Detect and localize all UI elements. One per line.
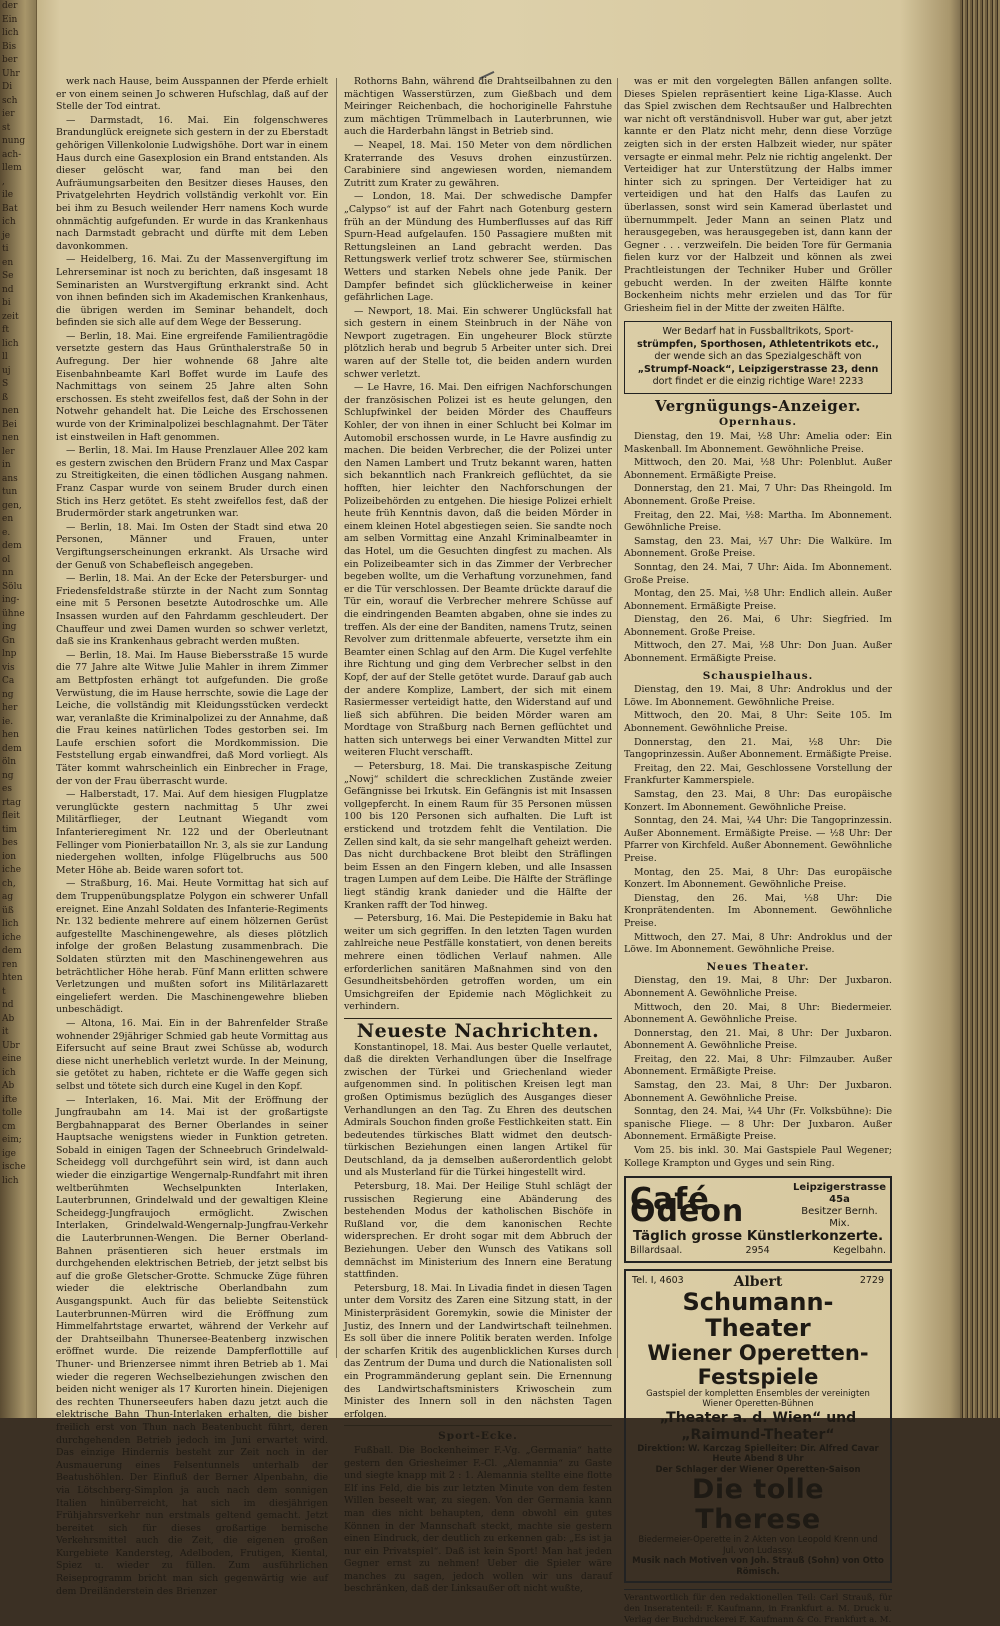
strip-fragment: Uhr [2,68,20,79]
strip-fragment: der [2,1,18,11]
strip-fragment: lich [2,919,19,929]
strip-fragment: ion [2,851,17,862]
telegram-item: Petersburg, 18. Mai. Der Heilige Stuhl schlägt der russischen Regierung eine Abänderung des bestehenden Modus der katholischen Bischöfe in Rußland vor, die dem kanonischen Rechte widersprechen. Er droht sogar mit dem Abbruch der Beziehungen. Ueber den Wunsch des Vatikans soll demnächst im Ministerium des Innern eine Beratung stattfinden. [344,1181,612,1281]
program-entry: Montag, den 25. Mai, ½8 Uhr: Endlich allein. Außer Abonnement. Ermäßigte Preise. [624,588,892,612]
theater-schlager: Der Schlager der Wiener Operetten-Saison [655,1464,861,1475]
strip-fragment: sch [2,95,18,106]
strip-fragment: ti [2,244,9,254]
strip-fragment: ag [2,892,14,902]
theater-ad-number: 2729 [859,1275,884,1287]
strip-fragment: eim; [2,1135,22,1145]
news-item: — Le Havre, 16. Mai. Den eifrigen Nachforschungen der französischen Polizei ist es heute gelungen, den Schlupfwinkel der beiden Mörder des Chauffeurs Kohler, der von ihnen in einer Schlucht bei Kolmar im Automobil erschossen wurde, in Le Havre ausfindig zu machen. Die beiden Verbrecher, die der Polizei unter den Namen Lambert und Trutz bekannt waren, hatten sich bekanntlich nach Frankreich geflüchtet, da sie hofften, hier leichter den Nachforschungen der Polizeibehörden zu entgehen. Die hiesige Polizei erhielt heute früh Kenntnis davon, daß die beiden Mörder in einem kleinen Hotel abgestiegen seien. Sie sandte noch am selben Vormittag eine Anzahl Kriminalbeamter in das Hotel, um die Gesuchten dingfest zu machen. Als ein Polizeibeamter sich in das Zimmer der Verbrecher begeben wollte, um die Verhaftung vorzunehmen, fand er die Tür verschlossen. Der Beamte drückte darauf die Tür ein, worauf die Verbrecher mehrere Schüsse auf die eindringenden Beamten abgaben, ohne sie indes zu treffen. Als der eine der Banditen, namens Trutz, seinen Revolver zum drittenmale abfeuerte, versetzte ihm ein Beamter einen Schlag auf den Arm. Die Kugel verfehlte ihre Richtung und ging dem Verbrecher selbst in den Kopf, der auf der Stelle getötet wurde. Darauf gab auch der andere Komplize, Lambert, der sich mit einem Rasiermesser verteidigt hatte, den Widerstand auf und ließ sich abführen. Die beiden Mörder waren am Mordtage von Straßburg nach Bernen geflüchtet und hatten sich unterwegs bei einer Verwandten Mittel zur weiteren Flucht verschafft. [344,382,612,759]
strip-fragment: ber [2,55,18,65]
strip-fragment: st [2,122,11,133]
divider [344,1425,612,1426]
strip-fragment: ng [2,770,14,781]
strip-fragment: ß [2,392,9,403]
strip-fragment: nn [2,568,14,578]
news-item: Rothorns Bahn, während die Drahtseilbahnen zu den mächtigen Wasserstürzen, zum Gießbach und dem Meiringer Reichenbach, die hochoriginelle Fahrstuhe zum mächtigen Trümmelbach in Lauterbrunnen, wie auch die Harderbahn längst in Betrieb sind. [344,76,612,138]
strip-fragment: ft [2,325,9,335]
sport-article-continued: was er mit den vorgelegten Bällen anfangen sollte. Dieses Spielen repräsentiert keine Liga-Klasse. Auch das Spiel zwischen dem Rechtsaußer und Halbrechten war nicht oft verständnisvoll. Huber war gut, aber jetzt kannte er den Platz nicht mehr, denn diese Vorzüge zeigten sich in der ersten Halbzeit wieder, nur später versagte er einmal mehr. Pelz nie richtig angelenkt. Der Verteidiger hat zur Unterstützung der Halbs immer hinter sich zu springen. Der Verteidiger hat zu verteidigen und hat den Halfs das Laufen zu überlassen, sonst wird sein Kamerad überlastet und übernummpelt. Jeder Mann an seinen Platz und herausgegeben, was herausgegeben ist, dann kann der Gegner . . . verzweifeln. Die beiden Tore für Germania fielen kurz vor der Halbzeit und können als zwei Prachtleistungen der Techniker Huber und Gröller gebucht werden. In der zweiten Hälfte konnte Bockenheim nichts mehr erzielen und das Tor für Griesheim fiel in der Mitte der zweiten Hälfte. [624,76,892,314]
ad-line: dort findet er die einzig richtige Ware! 2233 [652,376,864,388]
strip-fragment: Di [2,82,13,92]
strip-fragment: Ab [2,1081,15,1091]
strip-fragment: S [2,379,9,389]
theater-direktion: Direktion: W. Karczag Spielleiter: Dir. Alfred Cavar [637,1443,879,1454]
news-item: — Halberstadt, 17. Mai. Auf dem hiesigen Flugplatze verunglückte gestern nachmittag 5 Uhr zwei Militärflieger, der Leutnant Wiegandt vom Infanterieregiment Nr. 122 und der Oberleutnant Fellinger vom Pionierbataillon Nr. 3, als sie zur Landung niedergehen wollten, infolge Flügelbruchs aus 500 Meter Höhe ab. Beide waren sofort tot. [56,789,328,876]
strip-fragment: zeit [2,311,19,322]
heading-vergnuegungs-anzeiger: Vergnügungs-Anzeiger. [654,396,862,415]
telegram-item: Konstantinopel, 18. Mai. Aus bester Quelle verlautet, daß die direkten Verhandlungen über die Inselfrage zwischen der Türkei und Griechenland wieder aufgenommen sind. In politischen Kreisen legt man großen Optimismus bezüglich des Ausganges dieser Verhandlungen an den Tag. Zu Ehren des deutschen Admirals Souchon finden große Festlichkeiten statt. Ein bedeutendes türkisches Blatt widmet den deutsch-türkischen Beziehungen einen langen Artikel für Deutschland, da ja demselben außerordentlich gelobt und als Musterland für die Türkei hingestellt wird. [344,1041,612,1179]
strip-fragment: ische [2,1162,26,1172]
news-item: — London, 18. Mai. Der schwedische Dampfer „Calypso“ ist auf der Fahrt nach Gotenburg gestern früh an der Mündung des Humberflusses auf das Riff Spurn-Head aufgelaufen. 150 Passagiere mußten mit Rettungsleinen an Land gebracht werden. Das Rettungswerk verlief trotz schwerer See, stürmischen Wetters und starken Nebels ohne jede Panik. Der Dampfer befindet sich glücklicherweise in keiner gefährlichen Lage. [344,191,612,304]
news-item: — Interlaken, 16. Mai. Mit der Eröffnung der Jungfraubahn am 14. Mai ist der großartigste Bergbahnapparat des Berner Oberlandes in seiner Hauptsache wenigstens wieder in Funktion getreten. Sobald in einigen Tagen der Schneebruch Grindelwald-Scheidegg voll durchgeführt sein wird, ist dann auch wieder die einzigartige Wengernalp-Rundfahrt mit ihren weltberühmten Wechselpunkten Interlaken, Lauterbrunnen, Grindelwald und der gewaltigen Kleine Scheidegg-Jungfraujoch ermöglicht. Zwischen Interlaken, Grindelwald-Wengernalp-Jungfrau-Verkehr die Lauterbrunnen-Wengen. Die Berner Oberland-Bahnen präsentieren sich heuer erstmals im durchgehenden elektrischen Betrieb, der jetzt selbst bis auf die große Gletscher-Grotte. Schmucke Züge führen wieder die elektrische Oberlandbahn zum Ausgangspunkt. Auch für das beliebte Seitenstück Lauterbrunnen-Mürren wird die Eröffnung zum Himmelfahrtstage erwartet, während der Verkehr auf der Drahtseilbahn Thunersee-Beatenberg inzwischen eröffnet wurde. Die reizende Dampferflottille auf Thuner- und Brienzersee nimmt ihren Betrieb ab 1. Mai wieder die regeren Wechselbeziehungen zwischen den beiden nicht weniger als 17 Kurorten hinein. Diejenigen des rechten Thunerseeufers haben dazu jetzt auch die elektrische Bahn Thun-Interlaken erhalten, die bisher freilich erst von Thun nach Beatenbucht führt, deren durchgehenden Betrieb jedoch im Juni erwartet wird. Das einzige Hindernis besteht zur Zeit noch in der Ausmauerung eines Felsentunnels unterhalb der Beatushöhlen. Der Einfluß der Berner Alpenbahn, die via Lötschberg-Simplon ja auch nach dem sonnigen Italien hinüberreicht, hat sich im diesjährigen Frühjahrsverkehr nun erstmals geltend gemacht. Jetzt bereitet sich für dieses großartige bernische Verkehrsmittel auch die Zeit, die eigenen großen Kurgebiete Kandersteg, Adelboden, Frutigen, Kiental, Spiez u. wieder zu füllen. Zum ausführlichen Reiseprogramm bricht man sich gegenwärtig wie auf dem Dreiländerstein des Brienzer [56,1094,328,1597]
column-3 [624,76,892,1626]
strip-fragment: ie. [2,716,14,727]
imprint-footer: Verantwortlich für den redaktionellen Teil: Carl Strauß, für den Inseratenteil: F. Kaufmann, in Frankfurt a. M. Druck u. Verlag der Buchdruckerei F. Kaufmann & Co. Frankfurt a. M. [624,1589,892,1626]
cafe-ad-number: 2954 [745,1244,770,1256]
telegram-item: Petersburg, 18. Mai. In Livadia findet in diesen Tagen unter dem Vorsitz des Zaren eine Sitzung statt, in der Ministerpräsident Goremykin, sowie die Minister der Justiz, des Innern und der Landwirtschaft teilnehmen. Es soll über die innere Politik beraten werden. Infolge der scharfen Kritik des augenblicklichen Kurses durch das Zentrum der Duma und durch die Nationalisten soll ein Programmänderung geplant sein. Die Ernennung des Landwirtschaftsministers Kriwoschein zum Minister des Innern soll in den nächsten Tagen erfolgen. [344,1282,612,1420]
strip-fragment: Bis [2,41,17,52]
theater-raimund: „Raimund-Theater“ [681,1426,835,1443]
program-entry: Freitag, den 22. Mai, ½8: Martha. Im Abonnement. Gewöhnliche Preise. [624,509,892,534]
strip-fragment: uj [2,365,11,376]
theater-tel: Tel. I, 4603 [632,1275,684,1287]
ad-line: der wende sich an das Spezialgeschäft von [654,351,862,363]
strip-fragment: ier [2,109,15,119]
strip-fragment: bes [2,838,18,848]
strip-fragment: je [2,230,11,241]
strip-fragment: tun [2,487,18,497]
program-entry: Donnerstag, den 21. Mai, 7 Uhr: Das Rheingold. Im Abonnement. Große Preise. [624,483,892,507]
column-rule [336,78,337,1358]
heading-sport-ecke: Sport-Ecke. [438,1430,518,1443]
ad-strumpf-noack [624,321,892,394]
strip-fragment: Ca [2,676,15,686]
news-item: — Berlin, 18. Mai. An der Ecke der Petersburger- und Friedensfeldstraße stürzte in der Nacht zum Sonntag eine mit 5 Personen besetzte Autodroschke um. Alle Insassen wurden auf den Fahrdamm geschleudert. Der Chauffeur und zwei Damen wurden so schwer verletzt, daß sie ins Krankenhaus gebracht werden mußten. [56,573,328,648]
program-entry: Samstag, den 23. Mai, 8 Uhr: Das europäische Konzert. Im Abonnement. Gewöhnliche Preise. [624,789,892,813]
news-item: — Berlin, 18. Mai. Im Hause Prenzlauer Allee 202 kam es gestern zwischen den Brüdern Franz und Max Caspar zu Streitigkeiten, die einen tödlichen Ausgang nahmen. Franz Caspar wurde von seinem Bruder durch einen Stich ins Herz getötet. Es steht zweifellos fest, daß der Brudermörder stark angetrunken war. [56,445,328,520]
program-entry: Vom 25. bis inkl. 30. Mai Gastspiele Paul Wegener; Kollege Krampton und Gyges und sein Ring. [624,1145,892,1169]
news-item: — Newport, 18. Mai. Ein schwerer Unglücksfall hat sich gestern in einem Steinbruch in der Nähe von Newport zugetragen. Ein ungeheurer Block stürzte plötzlich herab und begrub 5 Arbeiter unter sich. Drei waren auf der Stelle tot, die beiden andern wurden schwer verletzt. [344,305,612,380]
strip-fragment: hten [2,973,23,983]
program-entry: Samstag, den 23. Mai, 8 Uhr: Der Juxbaron. Abonnement A. Gewöhnliche Preise. [624,1080,892,1104]
program-entry: Donnerstag, den 21. Mai, 8 Uhr: Der Juxbaron. Abonnement A. Gewöhnliche Preise. [624,1027,892,1052]
news-item: — Darmstadt, 16. Mai. Ein folgenschweres Brandunglück ereignete sich gestern in der zu Eberstadt gehörigen Villenkolonie Ludwigshöhe. Dort war in einem Haus durch eine Gasexplosion ein Brand entstanden. Als dieser gelöscht war, fand man bei den Aufräumungsarbeiten den Besitzer dieses Hauses, den Privatgelehrten Heydrich vollständig verkohlt vor. Ein bei ihm zu Besuch weilender Herr namens Koch wurde ohnmächtig aufgefunden. Er wurde in das Krankenhaus nach Darmstadt gebracht und dürfte mit dem Leben davonkommen. [56,114,328,252]
program-entry: Dienstag, den 26. Mai, ½8 Uhr: Die Kronprätendenten. Im Abonnement. Gewöhnliche Preise. [624,892,892,929]
news-item: — Straßburg, 16. Mai. Heute Vormittag hat sich auf dem Truppenübungsplatze Polygon ein schwerer Unfall ereignet. Eine Anzahl Soldaten des Infanterie-Regiments Nr. 132 bediente mehrere auf einem hölzernen Gerüst aufgestellte Maschinengewehre, als dieses plötzlich infolge der großen Belastung zusammenbrach. Die Soldaten stürzten mit den Maschinengewehren aus beträchtlicher Höhe herab. Fünf Mann erlitten schwere Verletzungen und mußten sofort ins Militärlazarett eingeliefert werden. Die Maschinengewehre blieben unbeschädigt. [56,878,328,1016]
news-item: — Berlin, 18. Mai. Eine ergreifende Familientragödie versetzte gestern das Haus Grünthalerstraße 50 in Aufregung. Der hier wohnende 68 Jahre alte Eisenbahnbeamte Karl Boffet wurde im Laufe des Nachmittags von seinem 25 Jahre alten Sohn erschossen. Es steht zweifellos fest, daß der Sohn in der Notwehr gehandelt hat. Die Leiche des Erschossenen wurde von der Kriminalpolizei beschlagnahmt. Der Täter ist einstweilen in Haft genommen. [56,330,328,443]
program-entry: Sonntag, den 24. Mai, ¼4 Uhr: Die Tangoprinzessin. Außer Abonnement. Ermäßigte Preise. — ½8 Uhr: Der Pfarrer von Kirchfeld. Außer Abonnement. Gewöhnliche Preise. [624,815,892,864]
cafe-name: Café Odéon [630,1181,745,1230]
program-entry: Dienstag, den 26. Mai, 6 Uhr: Siegfried. Im Abonnement. Große Preise. [624,614,892,638]
news-item: — Berlin, 18. Mai. Im Hause Biebersstraße 15 wurde die 77 Jahre alte Witwe Julie Mahler in ihrem Zimmer am Bettpfosten erhängt tot aufgefunden. Die große Verwüstung, die im Hause herrschte, sowie die Lage der Leiche, die vollständig mit Kleidungsstücken verdeckt war, veranlaßte die Kriminalpolizei zu der Annahme, daß die Frau keines natürlichen Todes gestorben sei. Im Laufe erschien sofort die Mordkommission. Die Feststellung ergab einwandfrei, daß Mord vorliegt. Als Täter kommt wahrscheinlich ein Einbrecher in Frage, der von der Frau überrascht wurde. [56,649,328,787]
theater-albert: Albert [733,1274,783,1290]
strip-fragment: ile [2,190,14,200]
strip-fragment: tolle [2,1108,23,1118]
strip-fragment: eine [2,1054,22,1064]
theater-gastspiel: Gastspiel der kompletten Ensembles der vereinigten Wiener Operetten-Bühnen [646,1388,870,1410]
strip-fragment: Ab [2,1013,15,1024]
news-item: — Berlin, 18. Mai. Im Osten der Stadt sind etwa 20 Personen, Männer und Frauen, unter Vergiftungserscheinungen erkrankt. Als Ursache wird der Genuß von Schabefleisch angegeben. [56,521,328,571]
strip-fragment: lnp [2,649,17,659]
strip-fragment: cm [2,1121,16,1132]
strip-fragment: Se [2,271,14,281]
heading-neueste-nachrichten: Neueste Nachrichten. [356,1019,600,1042]
column-1 [56,76,328,1597]
sport-article: Fußball. Die Bockenheimer F.-Vg. „Germania“ hatte gestern den Griesheimer F.-Cl. „Alemannia“ zu Gaste und siegte knapp mit 2 : 1. Alemannia stellte eine flotte Elf ins Feld, die bis zur letzten Minute von dem festen Willen beseelt war, zu siegen. Von der Germania kann man dies nicht behaupten, denn obwohl ein gutes Können in der Mannschaft steckt, machte sie gestern einen Eindruck, der deutlich zu erkennen gab: „Es ist ja nur ein Privatspiel“. Daß ist kein Sport! Man hat jeden Gegner ernst zu nehmen! Ueber die Spieler wäre manches zu sagen, jedoch wollen wir uns darauf beschränken, daß der Linksaußer oft nicht wußte, [344,1444,612,1595]
program-entry: Freitag, den 22. Mai, 8 Uhr: Filmzauber. Außer Abonnement. Ermäßigte Preise. [624,1053,892,1078]
cafe-kegelbahn: Kegelbahn. [832,1244,886,1256]
cafe-owner: Besitzer Bernh. Mix. [801,1206,878,1230]
strip-fragment: fleit [2,811,20,821]
strip-fragment: ng [2,689,14,700]
strip-fragment: ifte [2,1094,18,1105]
strip-fragment: öln [2,757,17,767]
strip-fragment: nen [2,406,19,416]
strip-fragment: tim [2,824,18,835]
ad-line: strümpfen, Sporthosen, Athletentrikots etc., [637,338,879,350]
program-entry: Mittwoch, den 20. Mai, 8 Uhr: Biedermeier. Abonnement A. Gewöhnliche Preise. [624,1001,892,1026]
program-entry: Dienstag, den 19. Mai, ½8 Uhr: Amelia oder: Ein Maskenball. Im Abonnement. Gewöhnliche Preise. [624,430,892,455]
news-item: werk nach Hause, beim Ausspannen der Pferde erhielt er von einem seinen Jo schweren Hufschlag, daß auf der Stelle der Tod eintrat. [56,76,328,113]
program-entry: Mittwoch, den 27. Mai, 8 Uhr: Androklus und der Löwe. Im Abonnement. Gewöhnliche Preise. [624,931,892,956]
program-entry: Montag, den 25. Mai, 8 Uhr: Das europäische Konzert. Im Abonnement. Gewöhnliche Preise. [624,866,892,891]
news-item: — Heidelberg, 16. Mai. Zu der Massenvergiftung im Lehrerseminar ist noch zu berichten, daß insgesamt 18 Seminaristen an Wurstvergiftung erkrankt sind. Acht von ihnen befinden sich im Akademischen Krankenhaus, die übrigen werden im Seminar behandelt, doch befinden sie sich alle auf dem Wege der Besserung. [56,254,328,329]
strip-fragment: e. [2,527,11,538]
strip-fragment: iche [2,932,22,943]
program-entry: Dienstag, den 19. Mai, 8 Uhr: Der Juxbaron. Abonnement A. Gewöhnliche Preise. [624,975,892,999]
strip-fragment: t [2,986,6,997]
strip-fragment: dem [2,541,22,551]
program-entry: Samstag, den 23. Mai, ½7 Uhr: Die Walküre. Im Abonnement. Große Preise. [624,535,892,560]
strip-fragment: Ein [2,14,18,25]
program-entry: Freitag, den 22. Mai, Geschlossene Vorstellung der Frankfurter Kammerspiele. [624,762,892,787]
program-entry: Mittwoch, den 20. Mai, ½8 Uhr: Polenblut. Außer Abonnement. Ermäßigte Preise. [624,457,892,481]
strip-fragment: iche [2,865,22,875]
program-entry: Sonntag, den 24. Mai, 7 Uhr: Aida. Im Abonnement. Große Preise. [624,561,892,586]
strip-fragment: ich [2,1067,16,1078]
cafe-billard: Billardsaal. [630,1244,683,1256]
strip-fragment: nen [2,433,19,443]
strip-fragment: ler [2,446,15,457]
strip-fragment: en [2,514,14,524]
ad-schumann-theater [624,1269,892,1583]
cafe-slogan: Täglich grosse Künstlerkonzerte. [632,1228,884,1245]
strip-fragment: vis [2,662,15,673]
theater-heute: Heute Abend 8 Uhr [712,1454,804,1465]
ad-cafe-odeon [624,1176,892,1263]
strip-fragment: ing [2,622,17,632]
strip-fragment: ll [2,352,8,362]
theater-tolle-therese: Die tolle Therese [691,1474,825,1536]
ad-line: Wer Bedarf hat in Fussballtrikots, Sport- [662,326,854,338]
news-item: — Petersburg, 16. Mai. Die Pestepidemie in Baku hat weiter um sich gegriffen. In den letzten Tagen wurden zahlreiche neue Pestfälle konstatiert, von denen bereits mehrere einen tödlichen Verlauf nahmen. Alle erforderlichen sanitären Maßnahmen sind von den Gesundheitsbehörden getroffen worden, um ein Umsichgreifen der Epidemie nach Möglichkeit zu verhindern. [344,913,612,1013]
strip-fragment: ühne [2,608,25,619]
strip-fragment: dem [2,946,22,956]
page-edge-stack [960,0,1000,1418]
news-item: — Petersburg, 18. Mai. Die transkaspische Zeitung „Nowj“ schildert die schrecklichen Zustände zweier Gefängnisse bei Irkutsk. Ein Gefängnis ist mit Insassen vollgepfercht. In einem Raum für 35 Personen müssen 100 bis 120 Personen sich aufhalten. Die Luft ist erstickend und trotzdem fehlt die Ventilation. Die Zellen sind kalt, da sie sehr mangelhaft geheizt werden. Das nicht durchbackene Brot bleibt den Sträflingen beim Essen an den Fingern kleben, und alle Insassen tragen Lumpen auf dem Leibe. Die Hälfte der Sträflinge liegt ständig krank danieder und die Hälfte der Kranken rafft der Tod hinweg. [344,761,612,911]
strip-fragment: ans [2,473,18,484]
strip-fragment: ren [2,959,18,970]
strip-fragment: rtag [2,797,22,808]
strip-fragment: es [2,784,12,794]
news-item: — Altona, 16. Mai. Ein in der Bahrenfelder Straße wohnender 29jähriger Schmied gab heute Vormittag aus Eifersucht auf seine Braut zwei Schüsse ab, wodurch diese nicht unerheblich verletzt wurde. In der Meinung, sie getötet zu haben, richtete er die Waffe gegen sich selbst und tötete sich durch eine Kugel in den Kopf. [56,1017,328,1092]
cafe-address: Leipzigerstrasse 45a [793,1182,886,1206]
divider [344,1018,612,1019]
column-2 [344,76,612,1595]
strip-fragment: Ubr [2,1040,20,1051]
strip-fragment: dem [2,743,22,754]
heading-opernhaus: Opernhaus. [719,416,797,429]
heading-schauspielhaus: Schauspielhaus. [702,669,814,682]
strip-fragment: llem [2,163,22,173]
strip-fragment: Gn [2,635,15,646]
theater-musik: Musik nach Motiven von Joh. Strauß (Sohn) von Otto Römisch. [632,1556,884,1577]
strip-fragment: gen, [2,500,22,511]
column-rule [617,78,618,1358]
strip-fragment: ige [2,1148,16,1159]
strip-fragment: bi [2,298,11,308]
strip-fragment: üß [2,905,14,916]
ad-line: „Strumpf-Noack“, Leipzigerstrasse 23, denn [637,363,879,375]
strip-fragment: lich [2,28,19,38]
strip-fragment: nung [2,136,26,146]
theater-biedermeier: Biedermeier-Operette in 2 Akten von Leopold Krenn und Jul. von Ludassy. [638,1535,878,1556]
strip-fragment: Sölu [2,581,23,592]
strip-fragment: it [2,1027,9,1037]
strip-fragment: ich [2,217,16,227]
program-entry: Sonntag, den 24. Mai, ¼4 Uhr (Fr. Volksbühne): Die spanische Fliege. — 8 Uhr: Der Juxbaron. Außer Abonnement. Ermäßigte Preise. [624,1106,892,1143]
strip-fragment: en [2,257,14,268]
program-entry: Mittwoch, den 27. Mai, ½8 Uhr: Don Juan. Außer Abonnement. Ermäßigte Preise. [624,640,892,665]
strip-fragment: lich [2,1175,19,1186]
strip-fragment: hen [2,730,19,740]
program-entry: Donnerstag, den 21. Mai, ½8 Uhr: Die Tangoprinzessin. Außer Abonnement. Ermäßigte Preise. [624,736,892,761]
strip-fragment: her [2,703,18,713]
program-entry: Dienstag, den 19. Mai, 8 Uhr: Androklus und der Löwe. Im Abonnement. Gewöhnliche Preise. [624,684,892,708]
theater-wien: „Theater a. d. Wien“ und [659,1409,857,1426]
strip-fragment: ch, [2,878,16,889]
news-item: — Neapel, 18. Mai. 150 Meter von dem nördlichen Kraterrande des Vesuvs drohen einzustürzen. Carabiniere sind angewiesen worden, niemandem Zutritt zum Krater zu gewähren. [344,139,612,189]
strip-fragment: lich [2,338,19,349]
heading-neues-theater: Neues Theater. [706,960,810,973]
theater-name: Schumann-Theater [682,1287,834,1342]
strip-fragment: ach- [2,149,22,160]
theater-festspiele: Wiener Operetten-Festspiele [647,1340,869,1389]
strip-fragment: ing- [2,595,20,605]
strip-fragment: in [2,460,11,470]
strip-fragment: nd [2,284,14,295]
strip-fragment: Bat [2,203,18,214]
strip-fragment: nd [2,1000,14,1010]
program-entry: Mittwoch, den 20. Mai, 8 Uhr: Seite 105. Im Abonnement. Gewöhnliche Preise. [624,710,892,735]
strip-fragment: , [2,176,5,187]
adjacent-page-strip [0,0,37,1418]
strip-fragment: ol [2,554,11,565]
strip-fragment: Bei [2,419,17,430]
